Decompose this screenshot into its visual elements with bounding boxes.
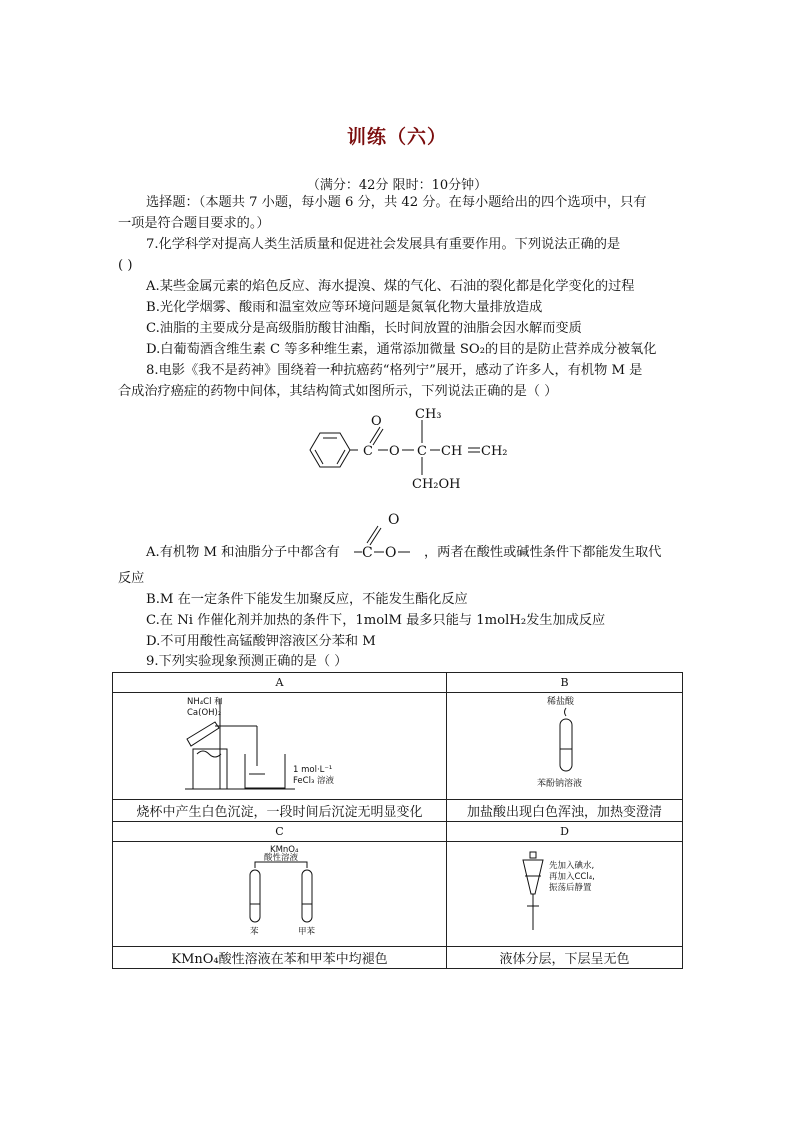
vinyl-ch2: CH₂ [481, 444, 508, 459]
q8-stem-2: 合成治疗癌症的药物中间体，其结构简式如图所示，下列说法正确的是（ ） [118, 384, 558, 399]
svg-text:NH₄Cl 和: NH₄Cl 和 [186, 697, 223, 707]
caption-d: 液体分层，下层呈无色 [447, 947, 683, 969]
heating-apparatus-diagram [165, 694, 395, 794]
caption-a: 烧杯中产生白色沉淀，一段时间后沉淀无明显变化 [113, 800, 447, 822]
svg-text:苯: 苯 [249, 927, 259, 937]
q7-option-d: D.白葡萄酒含维生素 C 等多种维生素，通常添加微量 SO₂的目的是防止营养成分被氧化 [146, 342, 657, 357]
apparatus-d [447, 842, 683, 947]
q8-option-a-part1: A.有机物 M 和油脂分子中都含有 [146, 545, 340, 560]
ester-o: O [389, 444, 400, 459]
caption-c: KMnO₄酸性溶液在苯和甲苯中均褪色 [113, 947, 447, 969]
svg-text:先加入碘水,: 先加入碘水, [548, 861, 594, 871]
svg-text:振荡后静置: 振荡后静置 [548, 883, 592, 893]
intro-line-1: 选择题：（本题共 7 小题，每小题 6 分，共 42 分。在每小题给出的四个选项中，只有 [146, 195, 647, 210]
header-a: A [113, 673, 447, 693]
svg-text:稀盐酸: 稀盐酸 [546, 697, 574, 707]
score-time-info: （满分：42分 限时：10分钟） [306, 178, 488, 193]
header-b: B [447, 673, 683, 693]
q8-option-a-part2: ，两者在酸性或碱性条件下都能发生取代 [424, 545, 662, 560]
svg-text:C: C [362, 545, 373, 560]
svg-text:再加入CCl₄,: 再加入CCl₄, [548, 872, 595, 882]
experiment-table [112, 672, 683, 969]
q8-option-b: B.M 在一定条件下能发生加聚反应，不能发生酯化反应 [146, 592, 468, 607]
molecule-m-structure [300, 405, 540, 495]
svg-text:1 mol·L⁻¹: 1 mol·L⁻¹ [292, 765, 332, 775]
test-tube-diagram [505, 694, 625, 794]
separatory-funnel-diagram [505, 844, 625, 940]
ester-group-structure [354, 510, 434, 560]
q7-option-c: C.油脂的主要成分是高级脂肪酸甘油酯，长时间放置的油脂会因水解而变质 [146, 321, 582, 336]
header-c: C [113, 822, 447, 842]
svg-text:KMnO₄: KMnO₄ [269, 845, 298, 855]
quaternary-c: C [417, 444, 427, 459]
hydroxymethyl-group: CH₂OH [412, 477, 461, 492]
page-title: 训练（六） [346, 126, 447, 148]
svg-text:甲苯: 甲苯 [297, 927, 315, 937]
q7-answer-blank: ( ) [118, 258, 133, 273]
q8-stem: 8.电影《我不是药神》围绕着一种抗癌药“格列宁”展开，感动了许多人，有机物 M 是 [146, 363, 643, 378]
q8-option-c: C.在 Ni 作催化剂并加热的条件下，1molM 最多只能与 1molH₂发生加成反应 [146, 613, 606, 628]
q7-stem: 7.化学科学对提高人类生活质量和促进社会发展具有重要作用。下列说法正确的是 [146, 237, 621, 252]
svg-text:O: O [388, 512, 400, 528]
svg-text:O: O [385, 545, 397, 560]
svg-text:Ca(OH)₂: Ca(OH)₂ [186, 708, 221, 718]
q7-option-b: B.光化学烟雾、酸雨和温室效应等环境问题是氮氧化物大量排放造成 [146, 300, 543, 315]
svg-text:FeCl₃ 溶液: FeCl₃ 溶液 [292, 776, 334, 786]
carbonyl-o: O [371, 414, 382, 429]
apparatus-c [113, 842, 447, 947]
svg-text:苯酚钠溶液: 苯酚钠溶液 [536, 779, 582, 789]
q8-option-a-part3: 反应 [118, 571, 145, 586]
caption-b: 加盐酸出现白色浑浊，加热变澄清 [447, 800, 683, 822]
apparatus-a [113, 693, 447, 800]
apparatus-b [447, 693, 683, 800]
q7-option-a: A.某些金属元素的焰色反应、海水提溴、煤的气化、石油的裂化都是化学变化的过程 [146, 279, 635, 294]
vinyl-ch: CH [441, 444, 463, 459]
methyl-group: CH₃ [415, 407, 442, 422]
svg-text:酸性溶液: 酸性溶液 [263, 853, 298, 863]
header-d: D [447, 822, 683, 842]
intro-line-2: 一项是符合题目要求的。） [118, 216, 270, 231]
q9-stem: 9.下列实验现象预测正确的是（ ） [146, 654, 348, 669]
q8-option-d: D.不可用酸性高锰酸钾溶液区分苯和 M [146, 634, 376, 649]
carbonyl-c: C [363, 444, 373, 459]
two-test-tubes-diagram [220, 844, 340, 940]
